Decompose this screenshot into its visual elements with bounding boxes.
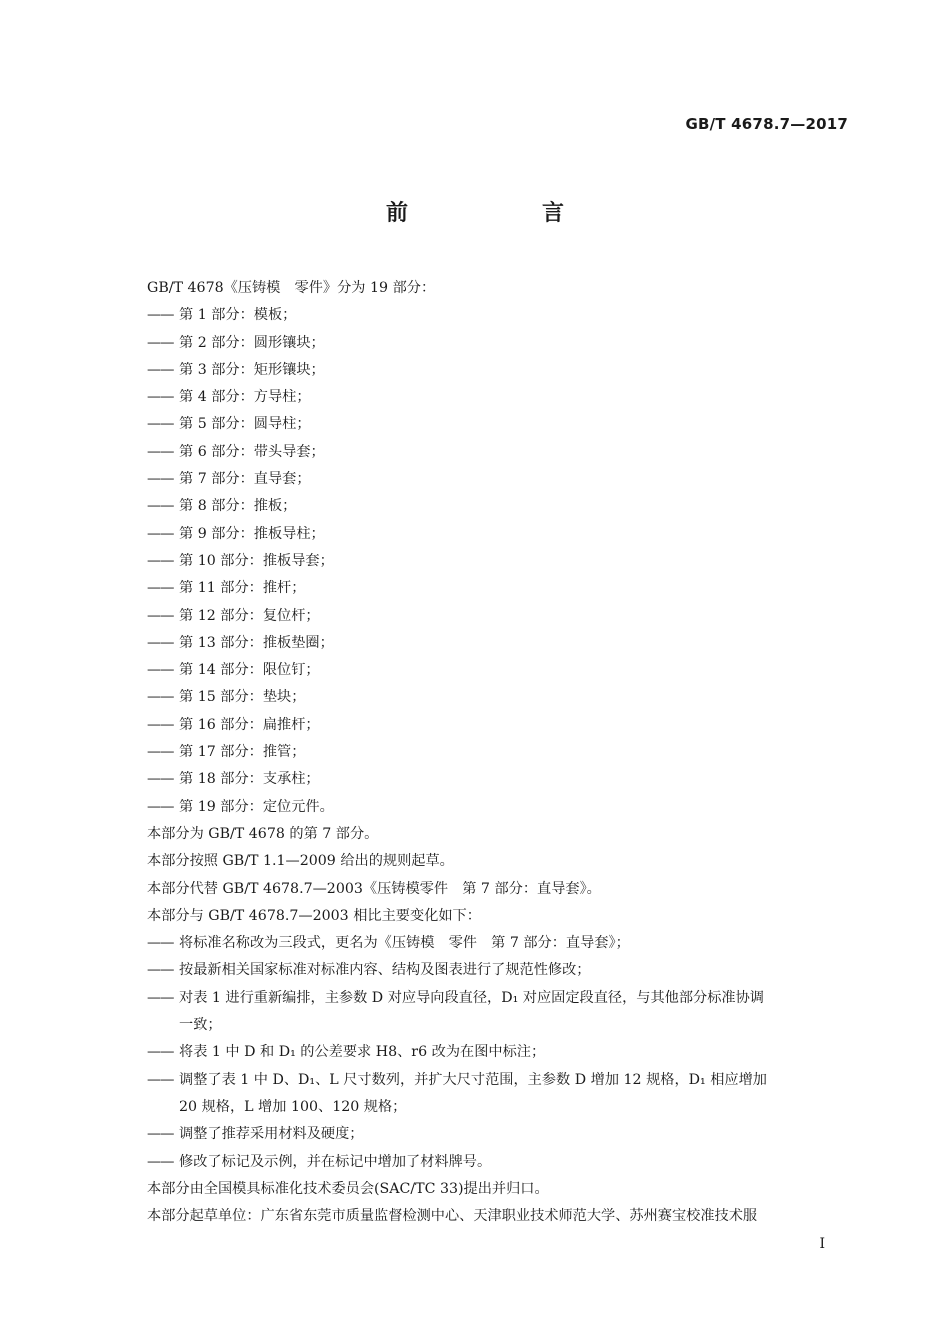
paragraph-proposed-by: 本部分由全国模具标准化技术委员会(SAC/TC 33)提出并归口。 bbox=[147, 1180, 549, 1197]
part-list-item bbox=[147, 439, 852, 466]
part-list-item bbox=[147, 384, 852, 411]
part-list-item-text: 第 17 部分：推管； bbox=[179, 744, 306, 761]
standard-number: GB/T 4678.7—2017 bbox=[685, 115, 848, 133]
em-dash: —— bbox=[147, 1126, 174, 1143]
part-list-item-text: 第 10 部分：推板导套； bbox=[179, 552, 334, 569]
em-dash: —— bbox=[147, 716, 174, 733]
part-list-item bbox=[147, 357, 852, 384]
em-dash: —— bbox=[147, 989, 174, 1006]
em-dash: —— bbox=[147, 962, 174, 979]
em-dash: —— bbox=[147, 443, 174, 460]
em-dash: —— bbox=[147, 935, 174, 952]
paragraph-drafting-rules: 本部分按照 GB/T 1.1—2009 给出的规则起草。 bbox=[147, 853, 454, 870]
part-list-item-text: 第 9 部分：推板导柱； bbox=[179, 525, 325, 542]
part-list-item-text: 第 19 部分：定位元件。 bbox=[179, 798, 334, 815]
part-list-item-text: 第 1 部分：模板； bbox=[179, 307, 297, 324]
part-list-item bbox=[147, 630, 852, 657]
part-list-item bbox=[147, 712, 852, 739]
paragraph-drafting-units: 本部分起草单位：广东省东莞市质量监督检测中心、天津职业技术师范大学、苏州赛宝校准技术服 bbox=[147, 1208, 758, 1225]
change-list-item bbox=[147, 1039, 852, 1066]
part-list-item-text: 第 13 部分：推板垫圈； bbox=[179, 634, 334, 651]
page-number: I bbox=[819, 1236, 825, 1252]
intro-paragraph: GB/T 4678《压铸模 零件》分为 19 部分： bbox=[147, 280, 436, 296]
part-list-item bbox=[147, 466, 852, 493]
part-list-item-text: 第 7 部分：直导套； bbox=[179, 471, 311, 488]
change-list-item bbox=[147, 985, 852, 1012]
em-dash: —— bbox=[147, 689, 174, 706]
part-list-item bbox=[147, 548, 852, 575]
part-list-item bbox=[147, 575, 852, 602]
change-list-item bbox=[147, 930, 852, 957]
change-list-item bbox=[147, 1149, 852, 1176]
change-list-item-text: 调整了表 1 中 D、D₁、L 尺寸数列，并扩大尺寸范围，主参数 D 增加 12 规格，D₁ 相应增加 bbox=[179, 1071, 767, 1088]
part-list-item-text: 第 12 部分：复位杆； bbox=[179, 607, 320, 624]
part-list-item bbox=[147, 330, 852, 357]
em-dash: —— bbox=[147, 662, 174, 679]
change-list-item-text: 调整了推荐采用材料及硬度； bbox=[179, 1126, 364, 1143]
change-list-item bbox=[147, 1121, 852, 1148]
part-list-item-text: 第 6 部分：带头导套； bbox=[179, 443, 325, 460]
em-dash: —— bbox=[147, 498, 174, 515]
em-dash: —— bbox=[147, 361, 174, 378]
change-list-item-text: 按最新相关国家标准对标准内容、结构及图表进行了规范性修改； bbox=[179, 962, 591, 979]
change-list-item-text: 对表 1 进行重新编排，主参数 D 对应导向段直径，D₁ 对应固定段直径，与其他部分标准协调 bbox=[179, 989, 764, 1006]
change-list-item-text: 将表 1 中 D 和 D₁ 的公差要求 H8、r6 改为在图中标注； bbox=[179, 1044, 546, 1061]
part-list-item bbox=[147, 766, 852, 793]
em-dash: —— bbox=[147, 580, 174, 597]
em-dash: —— bbox=[147, 744, 174, 761]
em-dash: —— bbox=[147, 607, 174, 624]
part-list-item-text: 第 18 部分：支承柱； bbox=[179, 771, 320, 788]
em-dash: —— bbox=[147, 307, 174, 324]
part-list-item bbox=[147, 739, 852, 766]
em-dash: —— bbox=[147, 334, 174, 351]
part-list-item-text: 第 16 部分：扁推杆； bbox=[179, 716, 320, 733]
paragraph-changes-intro: 本部分与 GB/T 4678.7—2003 相比主要变化如下： bbox=[147, 907, 481, 924]
part-list-item-text: 第 15 部分：垫块； bbox=[179, 689, 306, 706]
part-list-item-text: 第 8 部分：推板； bbox=[179, 498, 297, 515]
em-dash: —— bbox=[147, 389, 174, 406]
part-list-item-text: 第 11 部分：推杆； bbox=[179, 580, 306, 597]
change-list-item-text: 修改了标记及示例，并在标记中增加了材料牌号。 bbox=[179, 1153, 492, 1170]
em-dash: —— bbox=[147, 416, 174, 433]
part-list-item-text: 第 14 部分：限位钉； bbox=[179, 662, 320, 679]
em-dash: —— bbox=[147, 552, 174, 569]
page-title: 前 言 bbox=[385, 201, 620, 226]
em-dash: —— bbox=[147, 1044, 174, 1061]
part-list-item bbox=[147, 657, 852, 684]
em-dash: —— bbox=[147, 471, 174, 488]
part-list-item bbox=[147, 411, 852, 438]
change-list-item-continuation: 一致； bbox=[179, 1017, 222, 1034]
em-dash: —— bbox=[147, 634, 174, 651]
change-list-item bbox=[147, 957, 852, 984]
part-list-item bbox=[147, 684, 852, 711]
part-list-item-text: 第 2 部分：圆形镶块； bbox=[179, 334, 325, 351]
part-list-item bbox=[147, 493, 852, 520]
part-list-item-text: 第 3 部分：矩形镶块； bbox=[179, 361, 325, 378]
em-dash: —— bbox=[147, 1153, 174, 1170]
change-list-item-continuation: 20 规格，L 增加 100、120 规格； bbox=[179, 1098, 407, 1115]
part-list-item bbox=[147, 794, 852, 821]
foreword-body bbox=[147, 275, 852, 1230]
change-list-item bbox=[147, 1067, 852, 1094]
part-list-item bbox=[147, 521, 852, 548]
part-list-item-text: 第 4 部分：方导柱； bbox=[179, 389, 311, 406]
em-dash: —— bbox=[147, 798, 174, 815]
em-dash: —— bbox=[147, 771, 174, 788]
change-list-item-text: 将标准名称改为三段式，更名为《压铸模 零件 第 7 部分：直导套》； bbox=[179, 935, 630, 952]
paragraph-replaces: 本部分代替 GB/T 4678.7—2003《压铸模零件 第 7 部分：直导套》。 bbox=[147, 880, 601, 897]
part-list-item bbox=[147, 302, 852, 329]
em-dash: —— bbox=[147, 1071, 174, 1088]
em-dash: —— bbox=[147, 525, 174, 542]
part-list-item bbox=[147, 603, 852, 630]
part-list-item-text: 第 5 部分：圆导柱； bbox=[179, 416, 311, 433]
paragraph-part-number: 本部分为 GB/T 4678 的第 7 部分。 bbox=[147, 825, 379, 842]
